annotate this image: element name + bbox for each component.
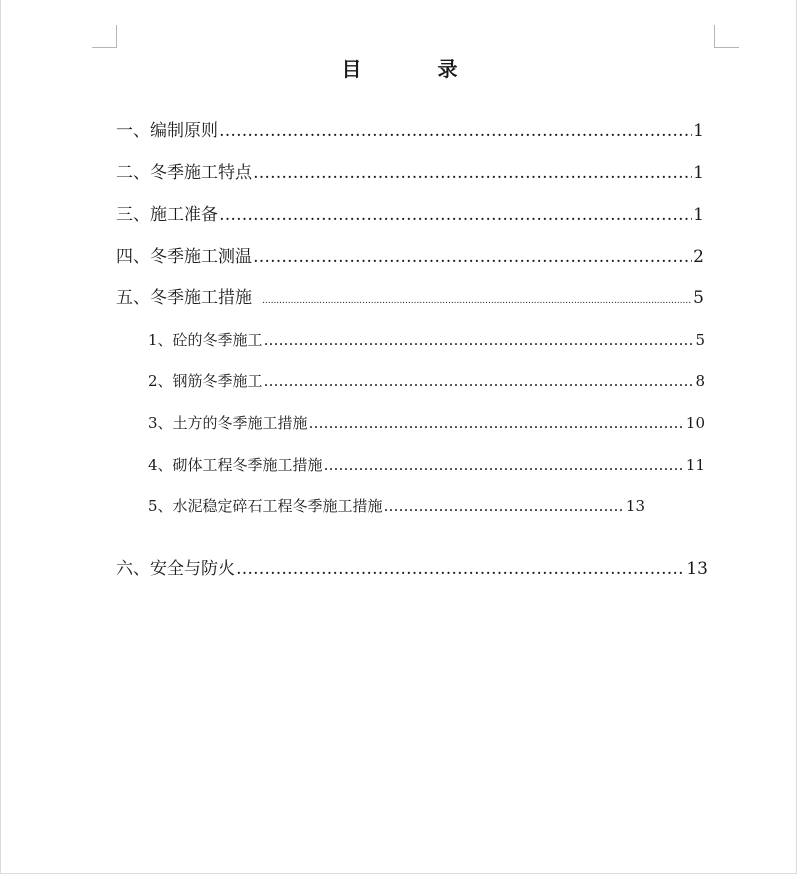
toc-entry-page: 1 — [693, 205, 704, 225]
toc-subentry[interactable] — [148, 495, 645, 517]
toc-entry-label: 2、钢筋冬季施工 — [148, 372, 263, 390]
toc-entry-label: 五、冬季施工措施 — [116, 288, 252, 308]
toc-entry-page: 5 — [695, 331, 705, 349]
toc-entry-page: 11 — [685, 456, 705, 474]
toc-entry-page: 10 — [685, 414, 705, 432]
toc-entry-page: 2 — [693, 247, 704, 267]
toc-subentry[interactable] — [148, 370, 705, 392]
toc-entry[interactable] — [116, 557, 708, 581]
toc-title — [1, 56, 797, 82]
toc-title-char-2: 录 — [437, 57, 458, 81]
toc-subentry[interactable] — [148, 412, 705, 434]
dot-leader — [219, 119, 692, 143]
toc-entry-label: 三、施工准备 — [116, 205, 218, 225]
toc-entry-page: 1 — [693, 121, 704, 141]
toc-entry-label: 1、砼的冬季施工 — [148, 331, 263, 349]
dot-leader — [324, 454, 685, 476]
dot-leader — [384, 495, 625, 517]
toc-entry[interactable] — [116, 119, 704, 143]
toc-entry-page: 13 — [686, 559, 708, 579]
dot-leader — [262, 286, 692, 313]
dot-leader — [253, 245, 692, 269]
toc-entry-page: 13 — [625, 497, 645, 515]
crop-mark-top-right — [714, 25, 739, 48]
toc-entry-label: 六、安全与防火 — [116, 559, 235, 579]
toc-entry-label: 四、冬季施工测温 — [116, 247, 252, 267]
toc-entry[interactable] — [116, 203, 704, 227]
toc-subentry[interactable] — [148, 454, 705, 476]
toc-entry-label: 4、砌体工程冬季施工措施 — [148, 456, 323, 474]
dot-leader — [264, 329, 695, 351]
dot-leader — [253, 161, 692, 185]
crop-mark-top-left — [92, 25, 117, 48]
dot-leader — [219, 203, 692, 227]
toc-entry-label: 3、土方的冬季施工措施 — [148, 414, 308, 432]
dot-leader — [309, 412, 685, 434]
toc-subentry[interactable] — [148, 329, 705, 351]
dot-leader — [264, 370, 695, 392]
toc-entry[interactable] — [116, 286, 704, 313]
dot-leader — [236, 557, 685, 581]
toc-entry-page: 1 — [693, 163, 704, 183]
toc-entry-label: 一、编制原则 — [116, 121, 218, 141]
toc-title-char-1: 目 — [341, 57, 362, 81]
toc-entry[interactable] — [116, 245, 704, 269]
toc-entry-label: 5、水泥稳定碎石工程冬季施工措施 — [148, 497, 383, 515]
toc-entry[interactable] — [116, 161, 704, 185]
toc-entry-page: 8 — [695, 372, 705, 390]
toc-entry-label: 二、冬季施工特点 — [116, 163, 252, 183]
toc-entry-page: 5 — [693, 288, 704, 308]
